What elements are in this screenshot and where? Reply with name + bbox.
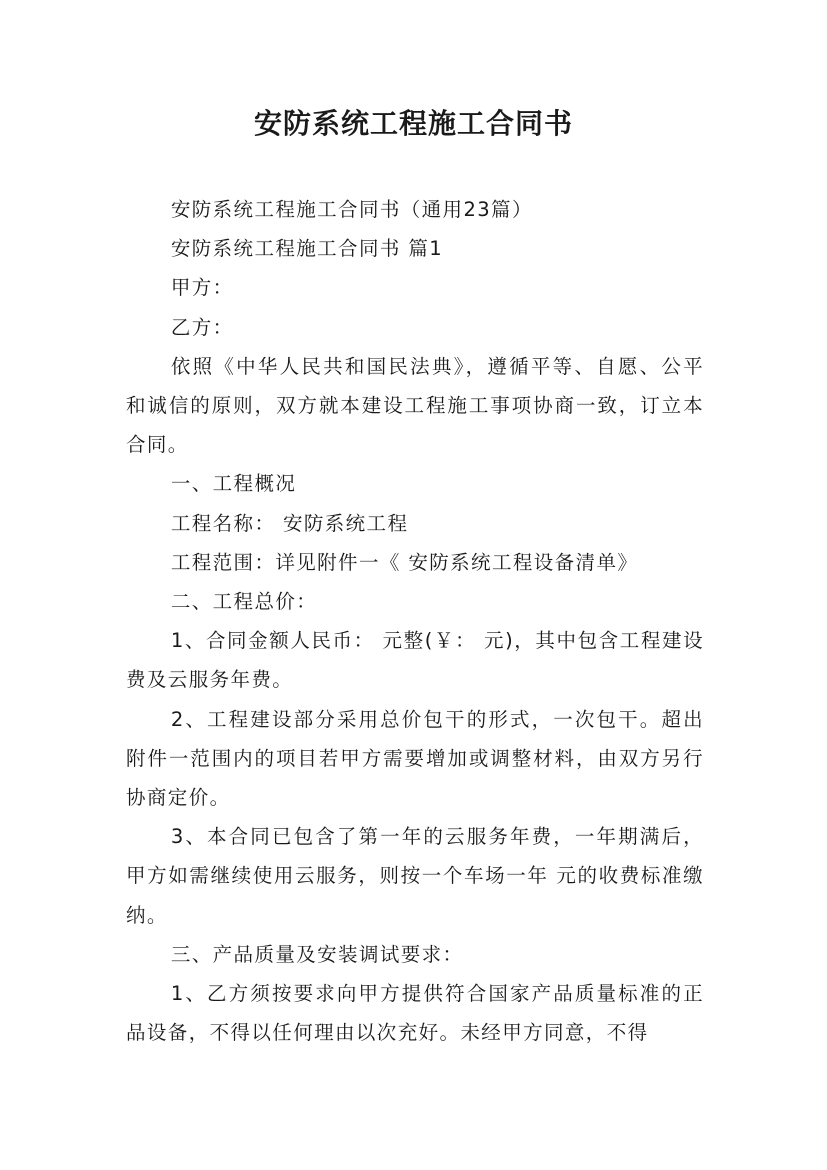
paragraph-section-heading: 安防系统工程施工合同书 篇1 [170,237,444,261]
paragraph-quality-1: 1、乙方须按要求向甲方提供符合国家产品质量标准的正品设备，不得以任何理由以次充好。未经甲方同意，不得 [126,982,704,1045]
paragraph-price-1: 1、合同金额人民币： 元整(￥： 元)，其中包含工程建设费及云服务年费。 [126,629,704,692]
paragraph-subtitle: 安防系统工程施工合同书（通用23篇） [170,198,533,221]
paragraph-heading-quality: 三、产品质量及安装调试要求： [170,942,464,966]
paragraph-project-name: 工程名称： 安防系统工程 [170,511,409,535]
paragraph-heading-total-price: 二、工程总价： [170,590,318,614]
paragraph-preamble: 依照《中华人民共和国民法典》，遵循平等、自愿、公平和诚信的原则，双方就本建设工程施工事项协商一致，订立本合同。 [126,354,704,457]
paragraph-heading-overview: 一、工程概况 [170,472,297,496]
paragraph-party-a: 甲方： [170,276,234,300]
paragraph-party-b: 乙方： [170,315,234,339]
paragraph-project-scope: 工程范围：详见附件一《 安防系统工程设备清单》 [170,550,639,574]
paragraph-price-2: 2、工程建设部分采用总价包干的形式，一次包干。超出附件一范围内的项目若甲方需要增加或调整材料，由双方另行协商定价。 [126,707,704,810]
document-body [126,190,704,1052]
paragraph-price-3: 3、本合同已包含了第一年的云服务年费，一年期满后，甲方如需继续使用云服务，则按一个车场一年 元的收费标准缴纳。 [126,825,704,927]
document-title: 安防系统工程施工合同书 [253,107,573,140]
